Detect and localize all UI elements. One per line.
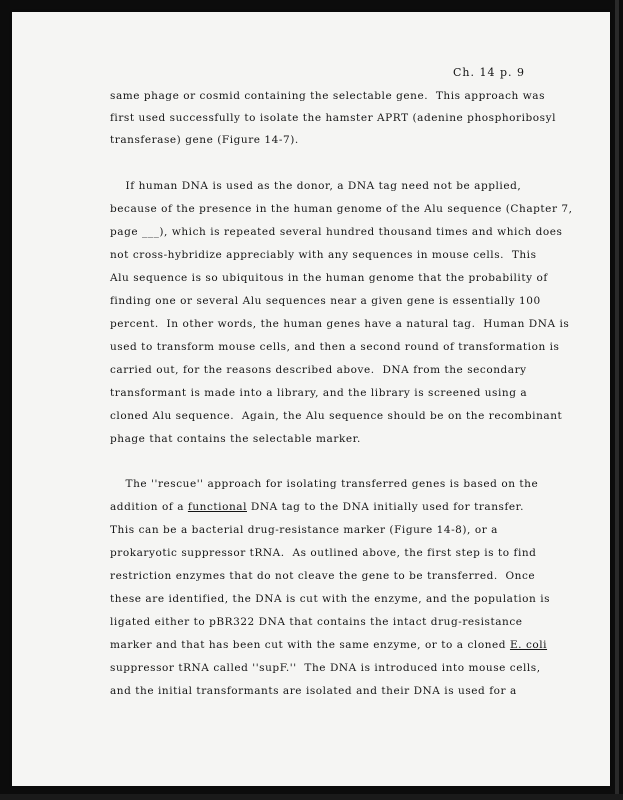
text-line: these are identified, the DNA is cut with the enzyme, and the population is bbox=[110, 593, 551, 605]
text-line: same phage or cosmid containing the selectable gene. This approach was bbox=[110, 90, 546, 102]
text-line: Alu sequence is so ubiquitous in the human genome that the probability of bbox=[110, 272, 548, 284]
text-line: and the initial transformants are isolated and their DNA is used for a bbox=[110, 685, 517, 697]
text-line: ligated either to pBR322 DNA that contains the intact drug-resistance bbox=[110, 616, 523, 628]
text-line: page ___), which is repeated several hundred thousand times and which does bbox=[110, 226, 563, 238]
text-segment: marker and that has been cut with the same enzyme, or to a cloned bbox=[110, 639, 510, 651]
text-line: used to transform mouse cells, and then a second round of transformation is bbox=[110, 341, 560, 353]
text-line: prokaryotic suppressor tRNA. As outlined above, the first step is to find bbox=[110, 547, 537, 559]
text-line: If human DNA is used as the donor, a DNA tag need not be applied, bbox=[110, 180, 522, 192]
text-line: finding one or several Alu sequences near a given gene is essentially 100 bbox=[110, 295, 541, 307]
text-segment: addition of a bbox=[110, 501, 188, 513]
text-line: not cross-hybridize appreciably with any sequences in mouse cells. This bbox=[110, 249, 537, 261]
text-line: suppressor tRNA called ''supF.'' The DNA is introduced into mouse cells, bbox=[110, 662, 541, 674]
text-line bbox=[110, 639, 550, 652]
text-line: transferase) gene (Figure 14-7). bbox=[110, 134, 299, 146]
text-line: restriction enzymes that do not cleave the gene to be transferred. Once bbox=[110, 570, 536, 582]
text-line bbox=[110, 501, 550, 514]
scan-edge-bottom bbox=[0, 794, 623, 800]
text-line: phage that contains the selectable marker. bbox=[110, 433, 361, 445]
text-line: The ''rescue'' approach for isolating transferred genes is based on the bbox=[110, 478, 539, 490]
text-line: because of the presence in the human genome of the Alu sequence (Chapter 7, bbox=[110, 203, 573, 215]
text-line: This can be a bacterial drug-resistance marker (Figure 14-8), or a bbox=[110, 524, 498, 536]
text-line: first used successfully to isolate the hamster APRT (adenine phosphoribosyl bbox=[110, 112, 556, 124]
text-line: percent. In other words, the human genes have a natural tag. Human DNA is bbox=[110, 318, 570, 330]
scan-edge-right bbox=[615, 0, 619, 800]
text-segment: DNA tag to the DNA initially used for transfer. bbox=[246, 501, 524, 513]
underlined-word: E. coli bbox=[509, 639, 548, 651]
underlined-word: functional bbox=[187, 501, 247, 513]
text-line: carried out, for the reasons described above. DNA from the secondary bbox=[110, 364, 527, 376]
page-header: Ch. 14 p. 9 bbox=[453, 66, 526, 79]
text-line: transformant is made into a library, and the library is screened using a bbox=[110, 387, 528, 399]
text-line: cloned Alu sequence. Again, the Alu sequence should be on the recombinant bbox=[110, 410, 563, 422]
